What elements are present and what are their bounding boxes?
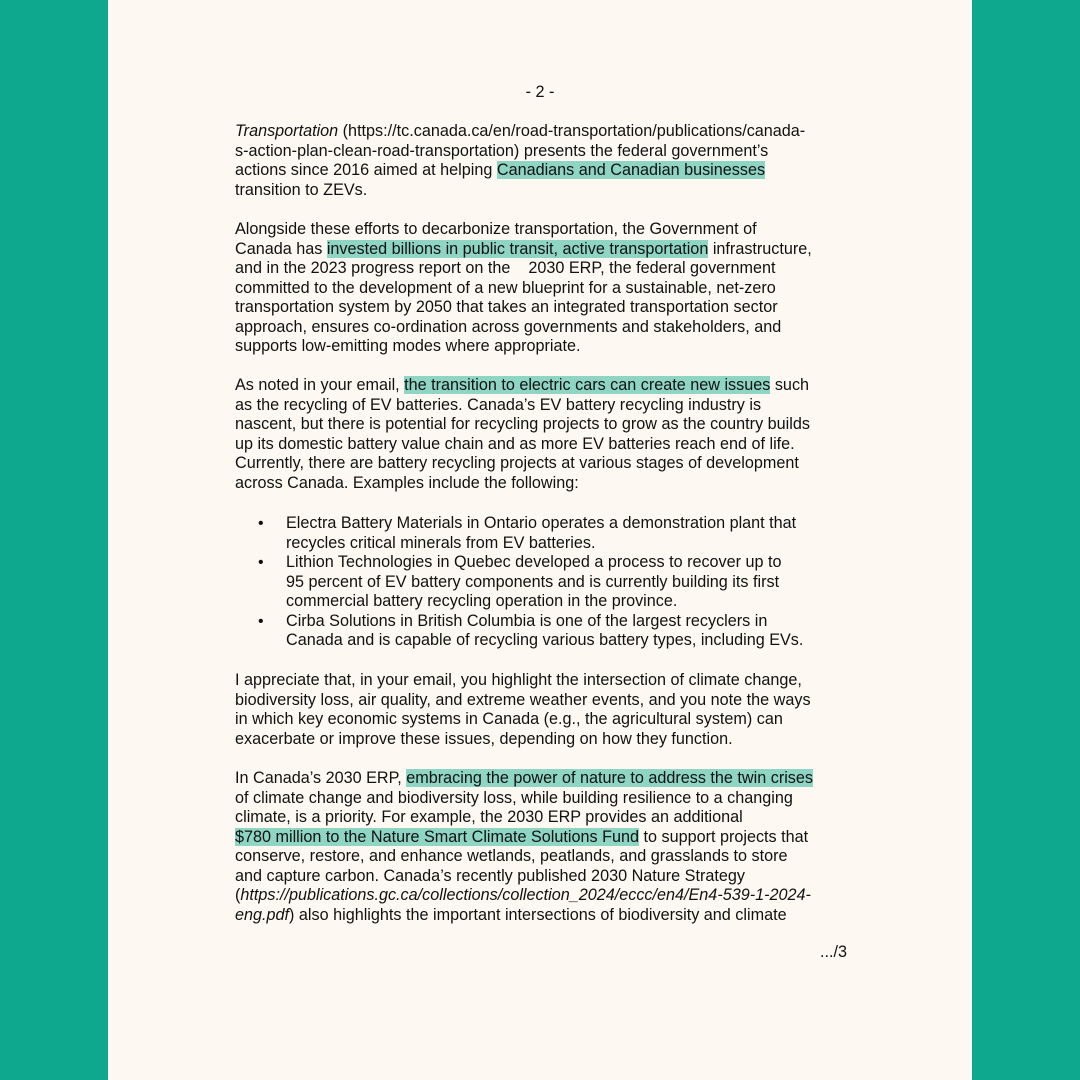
text-line: s-action-plan-clean-road-transportation) presents the federal government’s: [235, 141, 769, 160]
paragraph-nature: [235, 769, 850, 925]
text-line: commercial battery recycling operation in the province.: [286, 592, 678, 610]
text-line: nascent, but there is potential for recycling projects to grow as the country builds: [235, 415, 810, 433]
text-line: climate, is a priority. For example, the 2030 ERP provides an additional: [235, 808, 743, 826]
bullet-icon: •: [258, 515, 264, 532]
text-span: such: [770, 376, 810, 394]
italic-title: Transportation: [235, 122, 339, 140]
text-line: [235, 161, 850, 181]
text-span: As noted in your email,: [235, 376, 405, 394]
text-line: transportation system by 2050 that takes an integrated transportation sector: [235, 298, 778, 316]
text-span: Canada has: [235, 239, 327, 258]
list-item: [235, 553, 850, 612]
highlight: the transition to electric cars can create new issues: [404, 376, 771, 394]
text-line: Canada and is capable of recycling various battery types, including EVs.: [286, 631, 804, 649]
highlight: Canadians and Canadian businesses: [496, 161, 766, 179]
text-line: Currently, there are battery recycling projects at various stages of development: [235, 454, 799, 472]
text-line: [235, 769, 850, 789]
text-line: [235, 376, 850, 396]
text-line: [235, 240, 850, 260]
text-span: (: [235, 886, 241, 904]
text-line: across Canada. Examples include the following:: [235, 473, 579, 492]
text-line: supports low-emitting modes where appropriate.: [235, 337, 581, 355]
text-line: of climate change and biodiversity loss, while building resilience to a changing: [235, 788, 793, 807]
paragraph-intersection: [235, 671, 850, 749]
text-line: [235, 886, 850, 906]
text-line: and capture carbon. Canada’s recently published 2030 Nature Strategy: [235, 866, 745, 885]
url-text: (https://tc.canada.ca/en/road-transportation/publications/canada-: [338, 122, 806, 140]
paragraph-decarbonize: [235, 220, 850, 357]
text-line: committed to the development of a new blueprint for a sustainable, net-zero: [235, 278, 776, 297]
text-line: [235, 828, 850, 848]
highlight: invested billions in public transit, active transportation: [326, 239, 709, 258]
text-line: I appreciate that, in your email, you highlight the intersection of climate change,: [235, 671, 802, 689]
text-line: [235, 122, 850, 142]
text-span: to support projects that: [638, 827, 809, 846]
text-line: biodiversity loss, air quality, and extreme weather events, and you note the ways: [235, 690, 811, 709]
bullet-icon: •: [258, 554, 264, 571]
italic-url: eng.pdf: [235, 905, 290, 924]
text-line: in which key economic systems in Canada (e.g., the agricultural system) can: [235, 710, 783, 728]
text-span: ) also highlights the important intersections of biodiversity and climate: [289, 905, 787, 924]
list-item: [235, 514, 850, 553]
text-line: up its domestic battery value chain and as more EV batteries reach end of life.: [235, 434, 795, 453]
text-span: In Canada’s 2030 ERP,: [235, 769, 407, 787]
text-line: 95 percent of EV battery components and is currently building its first: [286, 572, 780, 591]
paragraph-transportation: [235, 122, 850, 200]
document-page: [108, 0, 972, 1080]
text-line: conserve, restore, and enhance wetlands, peatlands, and grasslands to store: [235, 847, 788, 865]
text-span: infrastructure,: [708, 239, 812, 258]
paragraph-recycling: [235, 376, 850, 493]
text-line: Alongside these efforts to decarbonize transportation, the Government of: [235, 220, 757, 238]
highlight: embracing the power of nature to address the twin crises: [406, 769, 813, 787]
text-line: [235, 906, 850, 926]
text-line: Cirba Solutions in British Columbia is one of the largest recyclers in: [286, 611, 768, 630]
text-line: recycles critical minerals from EV batteries.: [286, 533, 596, 552]
text-line: approach, ensures co-ordination across governments and stakeholders, and: [235, 317, 782, 336]
text-line: transition to ZEVs.: [235, 180, 368, 199]
text-line: Lithion Technologies in Quebec developed a process to recover up to: [286, 553, 782, 571]
text-line: exacerbate or improve these issues, depending on how they function.: [235, 729, 733, 748]
recycler-examples-list: [235, 514, 850, 651]
page-number: - 2 -: [525, 83, 555, 101]
text-span: actions since 2016 aimed at helping: [235, 161, 497, 179]
italic-url: https://publications.gc.ca/collections/collection_2024/eccc/en4/En4-539-1-2024-: [240, 886, 811, 904]
list-item: [235, 612, 850, 651]
text-line: and in the 2023 progress report on the 2030 ERP, the federal government: [235, 259, 776, 277]
bullet-icon: •: [258, 612, 264, 630]
continuation-marker: .../3: [820, 943, 847, 961]
text-line: Electra Battery Materials in Ontario operates a demonstration plant that: [286, 514, 797, 532]
highlight: $780 million to the Nature Smart Climate Solutions Fund: [235, 827, 639, 846]
text-line: as the recycling of EV batteries. Canada’s EV battery recycling industry is: [235, 395, 762, 414]
